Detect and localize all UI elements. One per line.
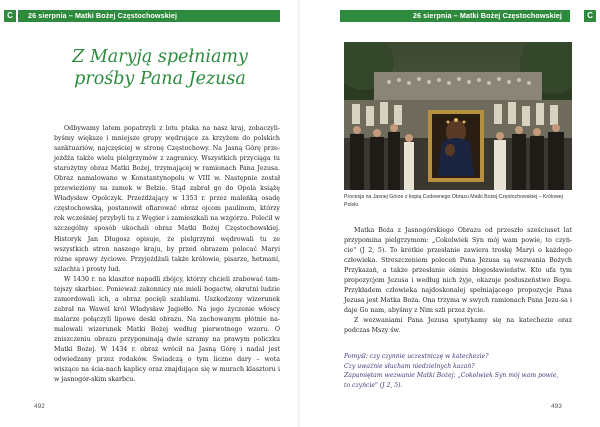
title-line-1: Z Maryją spełniamy	[72, 47, 248, 67]
paragraph: Matka Boża z Jasnogórskiego Obrazu od przeszło sześciuset lat przypomina pielgrzymom: „Cokolwiek Syn mój wam powie, to czyń-cie" (J 2, 5). To krótkie przesłanie zawiera troskę Maryi o każdego człowieka. Streszczeniem poleceń Pana Jezusa są wezwania Bożych Przykazań, a także przesłanie ośmiu błogosławieństw. Kto ufa tym propozycjom Jezusa i według nich żyje, okazuje posłuszeństwo Bogu. Przykładem człowieka najdoskonalej spełniającego propozycje Pana Jezusa jest Matka Boża. Ona trzyma w swych ramionach Pana Jezu-sa i daje Go nam, abyśmy z Nim szli przez życie.	[344, 227, 572, 315]
running-header-right: 26 sierpnia – Matki Bożej Częstochowskiej	[340, 10, 570, 22]
body-text-right	[344, 226, 572, 337]
chapter-badge-right: C	[584, 10, 596, 22]
title-line-2: prośby Pana Jezusa	[74, 69, 246, 89]
question-line: Pomyśl: czy czynnie uczestniczę w katechezie?	[344, 353, 489, 360]
paragraph: W 1430 r. na klasztor napadli zbójcy, którzy chcieli zrabować tam-tejszy skarbiec. Ponieważ zakonnicy nie mieli bogactw, okrutni ludzie zamordowali ich, a obraz pocięli szablami. Uszkodzony wizerunek zabrał na Wawel król Władysław Jagiełło. Na jego życzenie włoscy malarze połączyli lipowe deski obrazu. Na zachowanym płótnie na-malowali wizerunek Matki Bożej według pierwotnego wzoru. O zniszczeniu obrazu przypominają dwie szramy na prawym policzku Matki Bożej. W 1434 r. obraz wrócił na Jasną Górę i nadal jest odwiedzany przez rodaków. Świadczą o tym liczne dary – wota wiszące na ścia-nach kaplicy oraz znajdujące się w murach klasztoru i w jasnogór-skim skarbcu.	[54, 275, 280, 384]
procession-photo	[344, 42, 572, 190]
reflection-questions	[344, 352, 572, 390]
page-title	[40, 46, 280, 90]
question-line: Zapamiętam wezwanie Matki Bożej: „Cokolwiek Syn mój wam powie,	[344, 372, 559, 380]
page-number-right: 493	[551, 403, 562, 410]
photo-caption: Procesja na Jasnej Górze z kopią Cudownego Obrazu Matki Bożej Częstochowskiej – Królowej Polski.	[344, 194, 563, 208]
body-text-left	[54, 124, 280, 385]
running-header-left: 26 sierpnia – Matki Bożej Częstochowskiej	[18, 10, 280, 22]
paragraph: Z wezwaniami Pana Jezusa spotykamy się na katechezie oraz podczas Mszy św.	[344, 317, 572, 335]
question-line: Czy uważnie słucham niedzielnych kazań?	[344, 362, 475, 370]
paragraph: Odbywamy latem popatrzyli z lotu ptaka na nasz kraj, zobaczyli-byśmy większe i mniejsze grupy wędrujące za krzyżem do polskich sanktuariów, najczęściej w stronę Częstochowy. Na Jasną Górę prze-jeżdża także wielu pielgrzymów z zagranicy. Wszystkich przyciąga tu starożytny obraz Matki Bożej, trzymającej w ramionach Pana Jezusa. Obraz namalowano w Konstantynopolu w VIII w. Następnie został przewieziony na zamek w Bełzie. Stąd zabrał go do Opola książę Władysław Opolczyk. Przeżdżający w 1353 r. przez maleńką osadę częstochowską, postanowił ofiarować obraz ojcom paulinom, którzy rok wcześniej przybyli tu z Węgier i zamieszkali na wzgórzu. Polecił w szczególny sposób ukochali obraz Matki Bożej Częstochowskiej. Historyk Jan Długosz opisuje, że pielgrzymi wędrowali tu ze wszystkich stron naszego kraju, by przed obrazem polecać Maryi różne sprawy życiowe. Przyjeżdżali także królowie, pisarze, hetmani, szlachta i prosty lud.	[54, 125, 280, 273]
question-line: to czyńcie" (J 2, 5).	[344, 381, 403, 389]
page-number-left: 492	[34, 403, 45, 410]
chapter-badge-left: C	[4, 10, 16, 22]
